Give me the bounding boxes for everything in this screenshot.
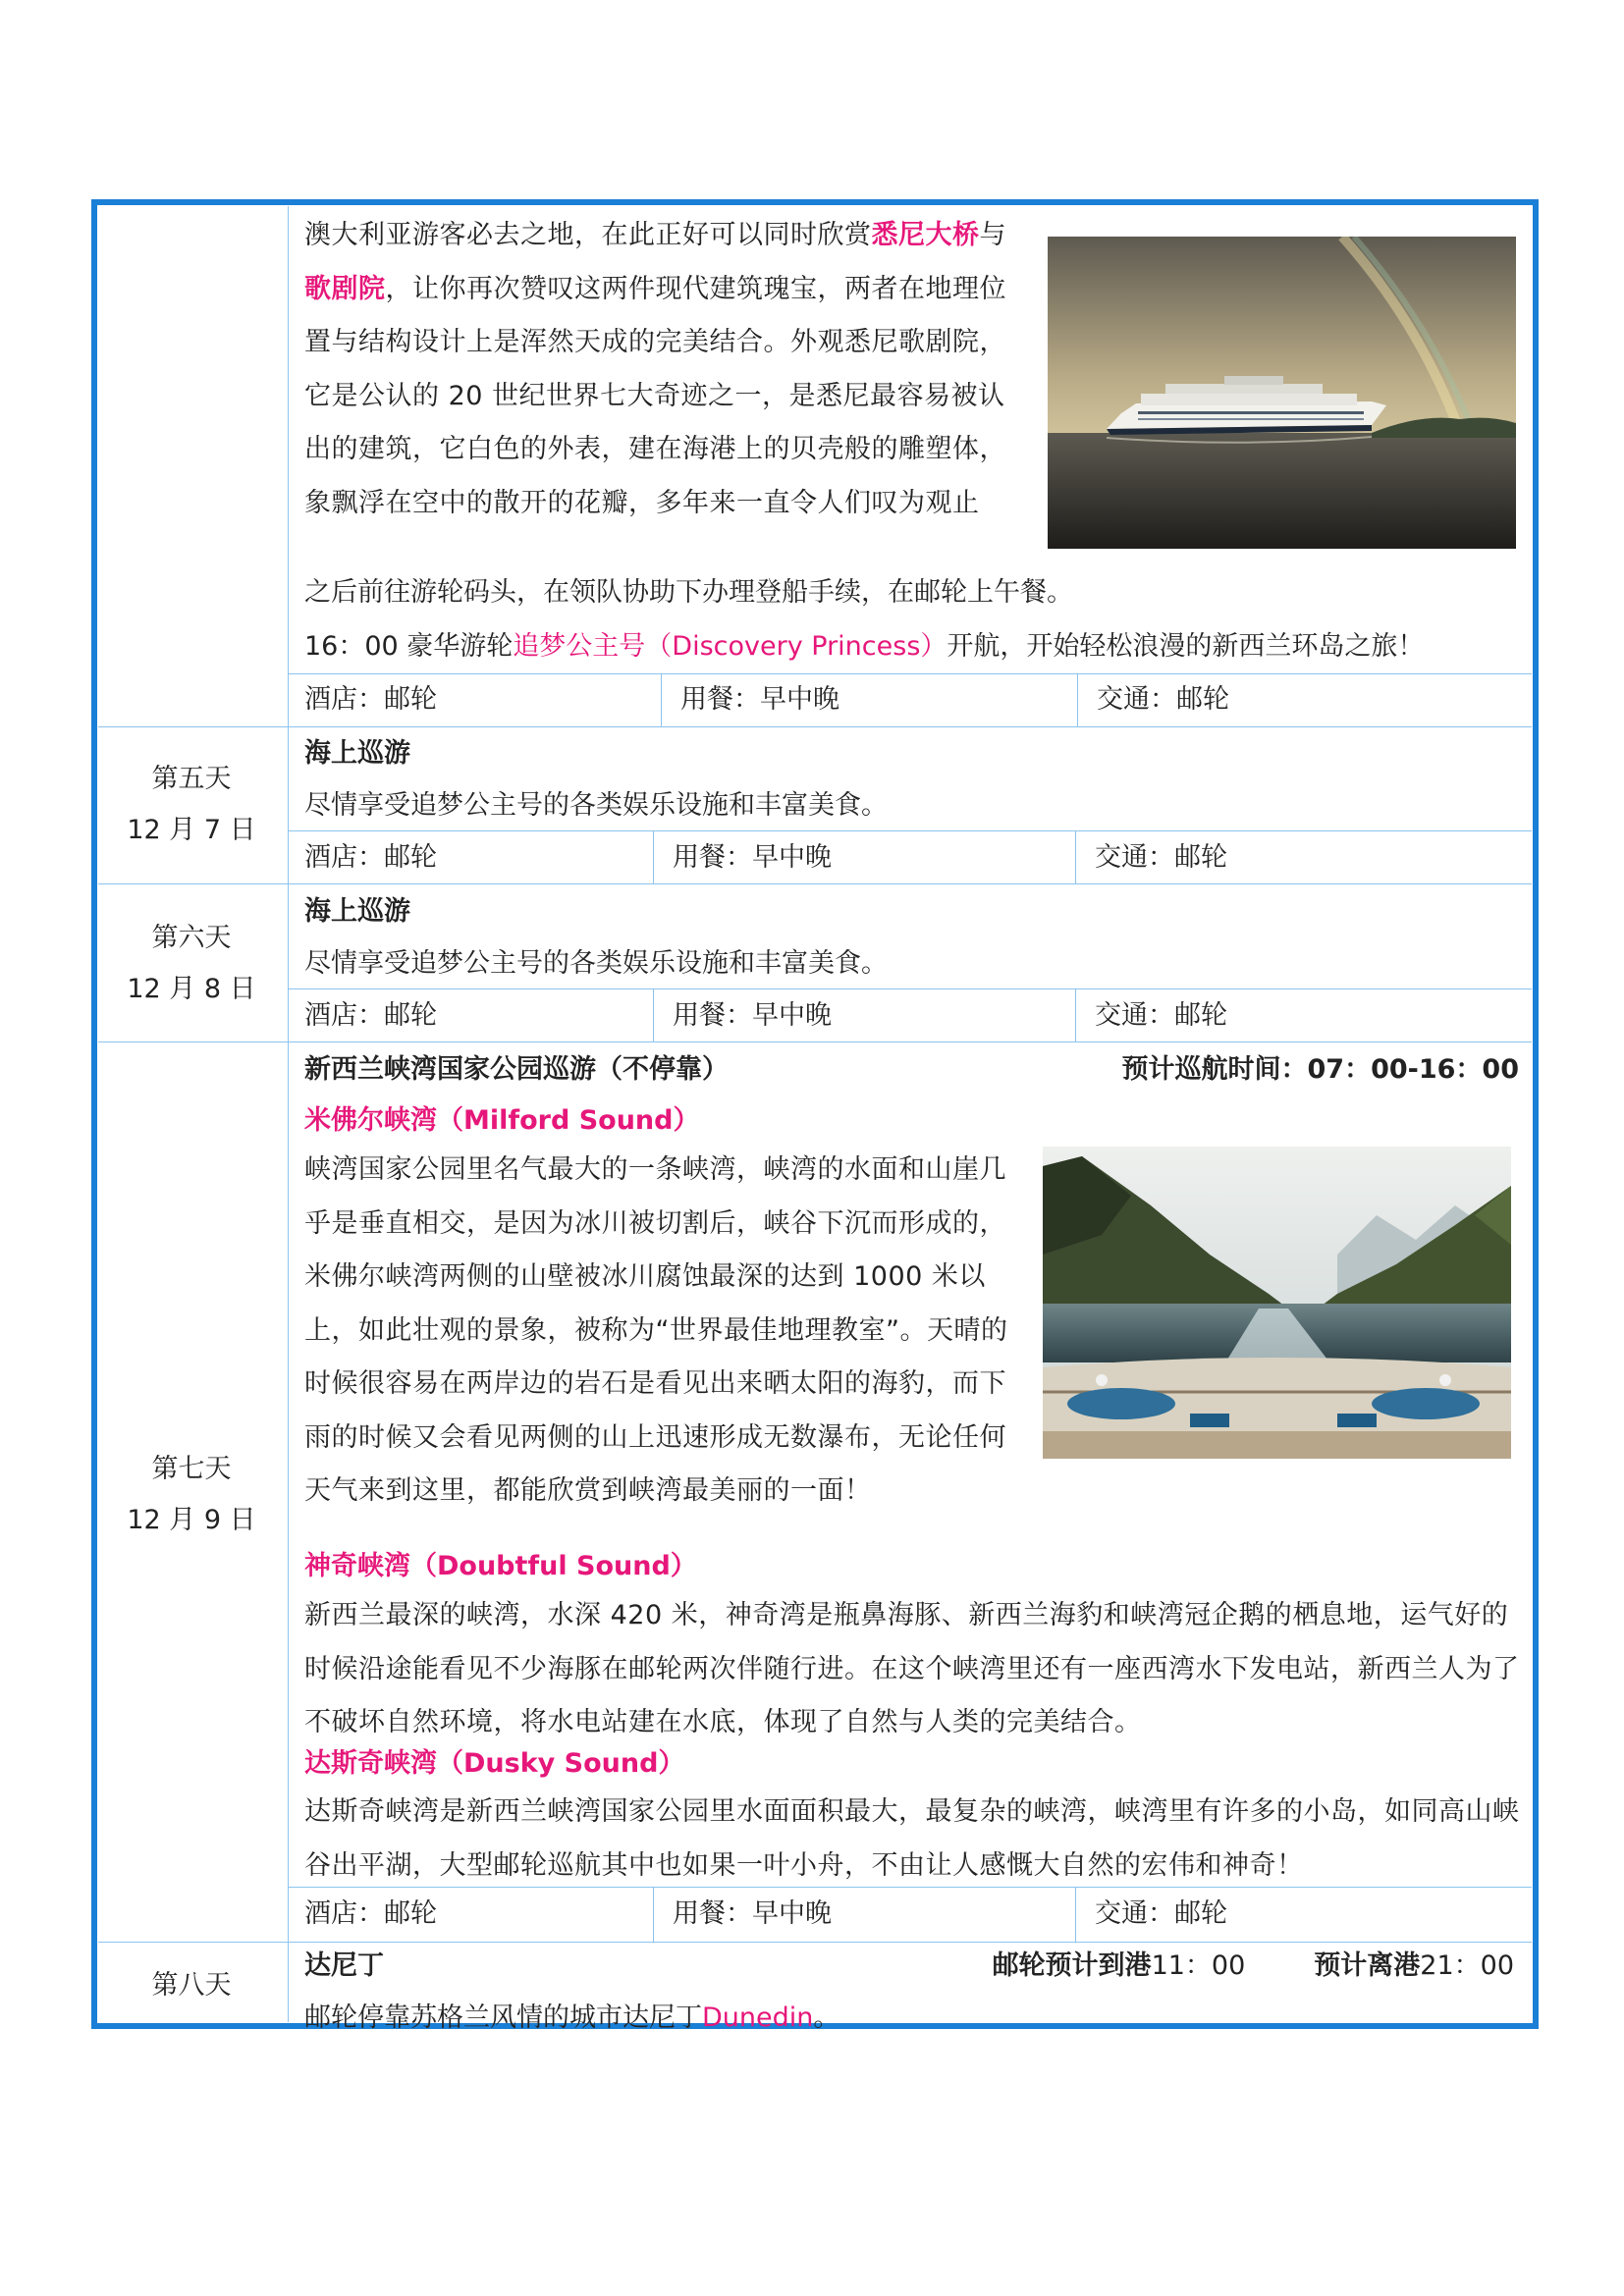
milford-title: 米佛尔峡湾（Milford Sound） xyxy=(304,1105,700,1136)
day-label: 第六天 xyxy=(151,923,232,953)
doubtful-paragraph: 新西兰最深的峡湾，水深 420 米，神奇湾是瓶鼻海豚、新西兰海豹和峡湾冠企鹅的栖息地，运气好的时候沿途能看见不少海豚在邮轮两次伴随行进。在这个峡湾里还有一座西湾水下发电站，新西兰人为了不破坏自然环境，将水电站建在水底，体现了自然与人类的完美结合。 xyxy=(304,1600,1520,1737)
day-description: 尽情享受追梦公主号的各类娱乐设施和丰富美食。 xyxy=(304,948,888,979)
cruise-time: 预计巡航时间：07：00-16：00 xyxy=(1121,1054,1519,1085)
info-cell-divider xyxy=(653,830,654,883)
hotel-info: 酒店：邮轮 xyxy=(304,1898,437,1929)
row-divider xyxy=(98,883,1532,884)
info-cell-divider xyxy=(653,988,654,1041)
day-title: 达尼丁 xyxy=(304,1950,384,1981)
hotel-info: 酒店：邮轮 xyxy=(304,684,437,715)
transport-info: 交通：邮轮 xyxy=(1095,842,1227,873)
info-cell-divider xyxy=(1075,830,1076,883)
transport-info: 交通：邮轮 xyxy=(1095,1898,1227,1929)
doubtful-title: 神奇峡湾（Doubtful Sound） xyxy=(304,1551,697,1581)
row-divider xyxy=(98,1041,1532,1042)
info-row-divider xyxy=(288,673,1532,674)
day-label: 第五天 xyxy=(151,764,232,794)
milford-paragraph: 峡湾国家公园里名气最大的一条峡湾，峡湾的水面和山崖几乎是垂直相交，是因为冰川被切割后，峡谷下沉而形成的，米佛尔峡湾两侧的山壁被冰川腐蚀最深的达到 1000 米以上，如此壮观的景象，被称为“世界最佳地理教室”。天晴的时候很容易在两岸边的岩石是看见出来晒太阳的海豹，而下雨的时候又会看见两侧的山上迅速形成无数瀑布，无论任何天气来到这里，都能欣赏到峡湾最美丽的一面！ xyxy=(304,1154,1008,1506)
info-cell-divider xyxy=(1075,1887,1076,1942)
info-row-divider xyxy=(288,988,1532,989)
transport-info: 交通：邮轮 xyxy=(1095,1000,1227,1031)
day-date: 12 月 7 日 xyxy=(127,815,256,845)
day-label: 第八天 xyxy=(151,1970,232,2001)
day-date: 12 月 9 日 xyxy=(127,1505,256,1535)
info-row-divider xyxy=(288,830,1532,831)
dusky-title: 达斯奇峡湾（Dusky Sound） xyxy=(304,1748,685,1779)
column-divider xyxy=(288,206,289,2022)
day-title: 海上巡游 xyxy=(304,738,410,769)
day-date: 12 月 8 日 xyxy=(127,974,256,1004)
row-divider xyxy=(98,726,1532,727)
port-times: 邮轮预计到港11：00 预计离港21：00 xyxy=(992,1950,1514,1981)
boarding-line: 之后前往游轮码头，在领队协助下办理登船手续，在邮轮上午餐。 xyxy=(304,577,1073,608)
day-title: 新西兰峡湾国家公园巡游（不停靠） xyxy=(304,1054,729,1085)
hotel-info: 酒店：邮轮 xyxy=(304,842,437,873)
fjord-cruise-photo xyxy=(1043,1147,1511,1459)
row-divider xyxy=(98,1942,1532,1943)
info-cell-divider xyxy=(1077,673,1078,726)
transport-info: 交通：邮轮 xyxy=(1097,684,1229,715)
info-cell-divider xyxy=(1075,988,1076,1041)
sydney-paragraph: 澳大利亚游客必去之地，在此正好可以同时欣赏悉尼大桥与歌剧院，让你再次赞叹这两件现代建筑瑰宝，两者在地理位置与结构设计上是浑然天成的完美结合。外观悉尼歌剧院，它是公认的 20 世纪世界七大奇迹之一，是悉尼最容易被认出的建筑，它白色的外表，建在海港上的贝壳般的雕塑体，象飘浮在空中的散开的花瓣，多年来一直令人们叹为观止 xyxy=(304,220,1006,518)
info-cell-divider xyxy=(653,1887,654,1942)
day-label: 第七天 xyxy=(151,1454,232,1484)
day-title: 海上巡游 xyxy=(304,896,410,927)
info-cell-divider xyxy=(661,673,662,726)
dusky-paragraph: 达斯奇峡湾是新西兰峡湾国家公园里水面面积最大，最复杂的峡湾，峡湾里有许多的小岛，如同高山峡谷出平湖，大型邮轮巡航其中也如果一叶小舟，不由让人感慨大自然的宏伟和神奇！ xyxy=(304,1796,1520,1881)
meal-info: 用餐：早中晚 xyxy=(673,1898,832,1929)
meal-info: 用餐：早中晚 xyxy=(680,684,839,715)
cruise-ship-photo xyxy=(1048,237,1516,549)
meal-info: 用餐：早中晚 xyxy=(673,842,832,873)
hotel-info: 酒店：邮轮 xyxy=(304,1000,437,1031)
meal-info: 用餐：早中晚 xyxy=(673,1000,832,1031)
day-description: 尽情享受追梦公主号的各类娱乐设施和丰富美食。 xyxy=(304,790,888,821)
departure-line: 16：00 豪华游轮追梦公主号（Discovery Princess）开航，开始轻松浪漫的新西兰环岛之旅！ xyxy=(304,631,1425,662)
day-description: 邮轮停靠苏格兰风情的城市达尼丁Dunedin。 xyxy=(304,2002,840,2033)
